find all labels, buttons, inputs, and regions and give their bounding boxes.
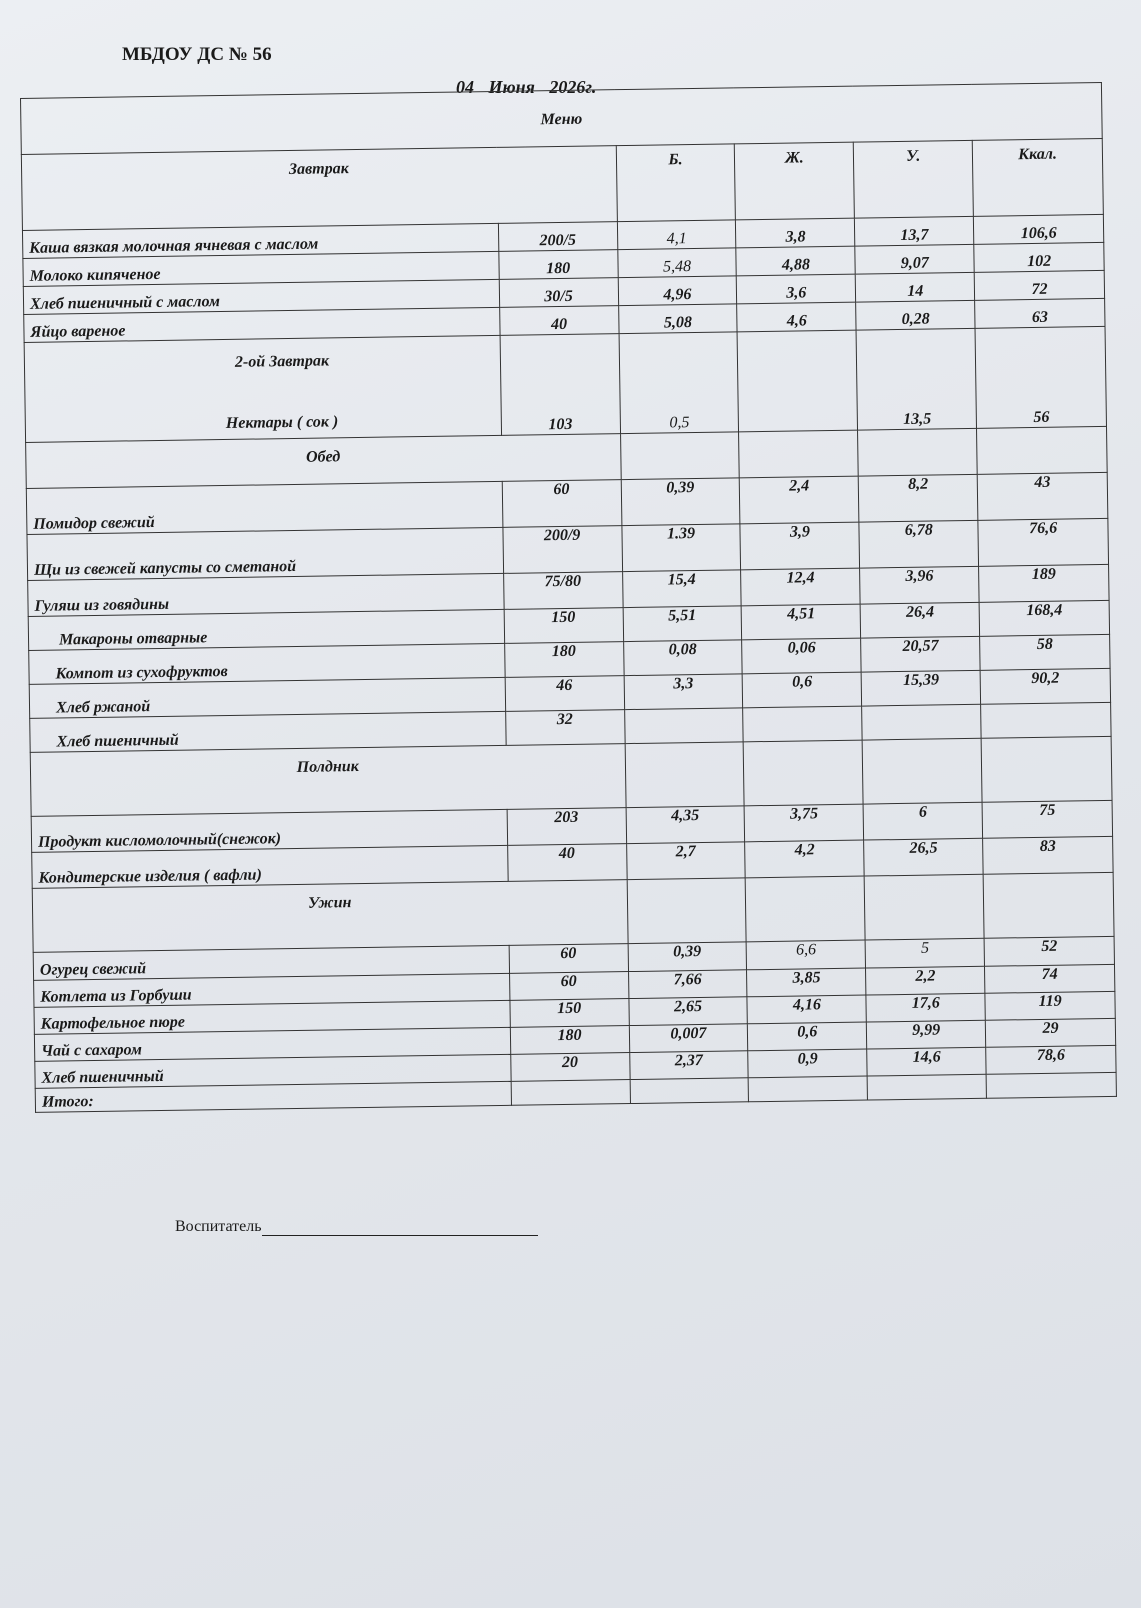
second-breakfast-cell (24, 335, 501, 442)
dish-weight: 75/80 (503, 572, 622, 610)
dish-kcal: 56 (975, 326, 1106, 428)
dish-weight: 32 (505, 710, 624, 746)
menu-table (20, 82, 1117, 1113)
dish-carbs: 3,96 (860, 566, 979, 604)
column-header-kcal: Ккал. (972, 138, 1103, 216)
dish-weight: 180 (504, 642, 623, 678)
empty-cell (986, 1072, 1116, 1098)
dish-weight: 180 (498, 250, 617, 280)
dish-carbs: 8,2 (859, 474, 979, 522)
dish-kcal: 72 (974, 270, 1104, 300)
dish-protein: 4,35 (626, 806, 745, 844)
empty-cell (625, 742, 745, 808)
dish-protein: 2,7 (626, 842, 745, 880)
dish-name: Яйцо вареное (24, 307, 500, 342)
dish-protein: 0,08 (623, 640, 742, 676)
dish-weight: 30/5 (499, 278, 618, 308)
dish-name: Чай с сахаром (34, 1027, 510, 1061)
empty-cell (744, 740, 864, 806)
dish-name: Огурец свежий (33, 945, 509, 980)
dish-weight: 40 (507, 844, 626, 882)
empty-cell (864, 874, 984, 940)
dish-fat (743, 706, 862, 742)
dish-name: Гуляш из говядины (28, 573, 504, 616)
dish-carbs: 6 (863, 802, 982, 840)
dish-kcal: 63 (975, 298, 1105, 328)
empty-cell (981, 736, 1112, 802)
dish-weight: 103 (500, 334, 620, 436)
dish-weight: 46 (505, 676, 624, 712)
dish-name: Каша вязкая молочная ячневая с маслом (22, 223, 498, 258)
dish-carbs: 9,07 (855, 244, 974, 274)
signature-line (262, 1221, 538, 1236)
dish-name: Молоко кипяченое (23, 251, 499, 286)
empty-cell (862, 738, 982, 804)
empty-cell (858, 428, 978, 476)
dish-fat: 3,8 (736, 218, 855, 248)
column-header-carbs: У. (854, 140, 974, 218)
dish-fat: 4,51 (742, 604, 861, 640)
dish-kcal: 78,6 (986, 1045, 1116, 1074)
dish-protein: 7,66 (628, 970, 747, 999)
empty-cell (739, 430, 859, 478)
dish-kcal: 58 (980, 634, 1110, 670)
dish-kcal: 168,4 (979, 600, 1109, 636)
dish-kcal: 90,2 (980, 668, 1110, 704)
dish-fat: 4,6 (737, 302, 856, 332)
dish-fat: 4,16 (747, 995, 866, 1024)
dish-weight: 60 (509, 972, 628, 1001)
dish-protein: 5,08 (618, 304, 737, 334)
dish-kcal: 83 (983, 836, 1113, 874)
menu-date: 04 Июня 2026г. (456, 77, 597, 97)
dish-kcal: 106,6 (974, 214, 1104, 244)
column-header-protein: Б. (616, 144, 736, 222)
dish-carbs: 15,39 (861, 670, 980, 706)
dish-name: Компот из сухофруктов (29, 643, 505, 684)
dish-carbs: 5 (865, 938, 984, 968)
dish-kcal (981, 702, 1111, 738)
dish-carbs: 14,6 (867, 1047, 986, 1076)
dish-fat: 6,6 (747, 940, 866, 970)
dish-weight: 203 (507, 808, 626, 846)
dish-protein: 2,65 (628, 997, 747, 1026)
dish-fat: 0,6 (748, 1022, 867, 1051)
empty-cell (511, 1080, 630, 1106)
dish-name: Хлеб пшеничный (30, 711, 506, 752)
dish-carbs: 6,78 (859, 520, 979, 568)
dish-weight: 60 (502, 480, 622, 528)
dish-name: Щи из свежей капусты со сметаной (27, 527, 503, 580)
dish-kcal: 29 (986, 1018, 1116, 1047)
dish-fat (737, 330, 857, 432)
dish-protein: 0,39 (621, 478, 741, 526)
dish-kcal: 102 (974, 242, 1104, 272)
dish-fat: 0,6 (743, 672, 862, 708)
dish-kcal: 43 (977, 472, 1107, 520)
dish-fat: 4,88 (736, 246, 855, 276)
dish-protein: 0,007 (629, 1024, 748, 1053)
dish-carbs: 9,99 (867, 1020, 986, 1049)
dish-carbs: 2,2 (866, 966, 985, 995)
dish-weight: 150 (504, 608, 623, 644)
dish-kcal: 76,6 (978, 518, 1108, 566)
empty-cell (746, 876, 866, 942)
dish-fat: 2,4 (740, 476, 860, 524)
dish-carbs: 26,5 (864, 838, 983, 876)
dish-carbs: 20,57 (861, 636, 980, 672)
dish-name: Котлета из Горбуши (34, 973, 510, 1007)
dish-weight: 200/5 (498, 222, 617, 252)
dish-name: Помидор свежий (26, 481, 502, 534)
dish-name: Макароны отварные (28, 609, 504, 650)
empty-cell (867, 1074, 986, 1100)
dish-fat: 3,75 (745, 804, 864, 842)
dish-weight: 20 (510, 1053, 629, 1082)
section-lunch: Обед (26, 434, 621, 489)
org-name: МБДОУ ДС № 56 (122, 44, 272, 65)
dish-protein: 0,39 (628, 942, 747, 972)
dish-carbs: 0,28 (856, 300, 975, 330)
section-dinner: Ужин (32, 880, 627, 953)
column-header-fat: Ж. (735, 142, 855, 220)
dish-protein: 4,96 (618, 276, 737, 306)
dish-protein: 0,5 (619, 332, 739, 434)
dish-name: Хлеб ржаной (29, 677, 505, 718)
dish-name: Кондитерские изделия ( вафли) (32, 845, 508, 888)
dish-carbs: 13,5 (856, 328, 976, 430)
dish-fat: 4,2 (745, 840, 864, 878)
dish-carbs (862, 704, 981, 740)
dish-protein: 1.39 (621, 524, 741, 572)
dish-protein: 4,1 (617, 220, 736, 250)
dish-weight: 200/9 (503, 526, 623, 574)
dish-name: Хлеб пшеничный (35, 1054, 511, 1088)
dish-carbs: 26,4 (860, 602, 979, 638)
dish-kcal: 119 (985, 991, 1115, 1020)
dish-name: Нектары ( сок ) (225, 413, 339, 433)
dish-carbs: 13,7 (855, 216, 974, 246)
total-label: Итого: (35, 1081, 511, 1112)
empty-cell (627, 878, 747, 944)
section-snack: Полдник (30, 744, 625, 817)
empty-cell (983, 872, 1114, 938)
dish-kcal: 75 (982, 800, 1112, 838)
signature-label: Воспитатель (175, 1218, 262, 1235)
dish-weight: 150 (510, 999, 629, 1028)
section-second-breakfast: 2-ой Завтрак (234, 352, 330, 371)
empty-cell (630, 1078, 749, 1104)
empty-cell (749, 1076, 868, 1102)
dish-protein (624, 708, 743, 744)
dish-weight: 180 (510, 1026, 629, 1055)
dish-kcal: 52 (984, 936, 1114, 966)
dish-protein: 2,37 (629, 1051, 748, 1080)
dish-carbs: 17,6 (866, 993, 985, 1022)
dish-weight: 60 (509, 944, 628, 974)
section-breakfast: Завтрак (21, 146, 617, 231)
dish-kcal: 74 (985, 964, 1115, 993)
dish-fat: 3,6 (737, 274, 856, 304)
empty-cell (977, 426, 1107, 474)
dish-protein: 15,4 (622, 570, 741, 608)
dish-carbs: 14 (856, 272, 975, 302)
dish-protein: 5,48 (617, 248, 736, 278)
dish-name: Продукт кисломолочный(снежок) (31, 809, 507, 852)
menu-sheet (20, 82, 1117, 1113)
table-row (24, 326, 1106, 442)
dish-fat: 3,85 (747, 968, 866, 997)
dish-name: Картофельное пюре (34, 1000, 510, 1034)
dish-name: Хлеб пшеничный с маслом (23, 279, 499, 314)
dish-weight: 40 (499, 306, 618, 336)
dish-fat: 0,06 (742, 638, 861, 674)
dish-fat: 0,9 (748, 1049, 867, 1078)
dish-kcal: 189 (979, 564, 1109, 602)
signature-block (175, 1218, 538, 1236)
dish-protein: 5,51 (623, 606, 742, 642)
menu-title: Меню (21, 82, 1103, 154)
dish-protein: 3,3 (624, 674, 743, 710)
dish-fat: 12,4 (741, 568, 860, 606)
empty-cell (620, 432, 740, 480)
dish-fat: 3,9 (740, 522, 860, 570)
